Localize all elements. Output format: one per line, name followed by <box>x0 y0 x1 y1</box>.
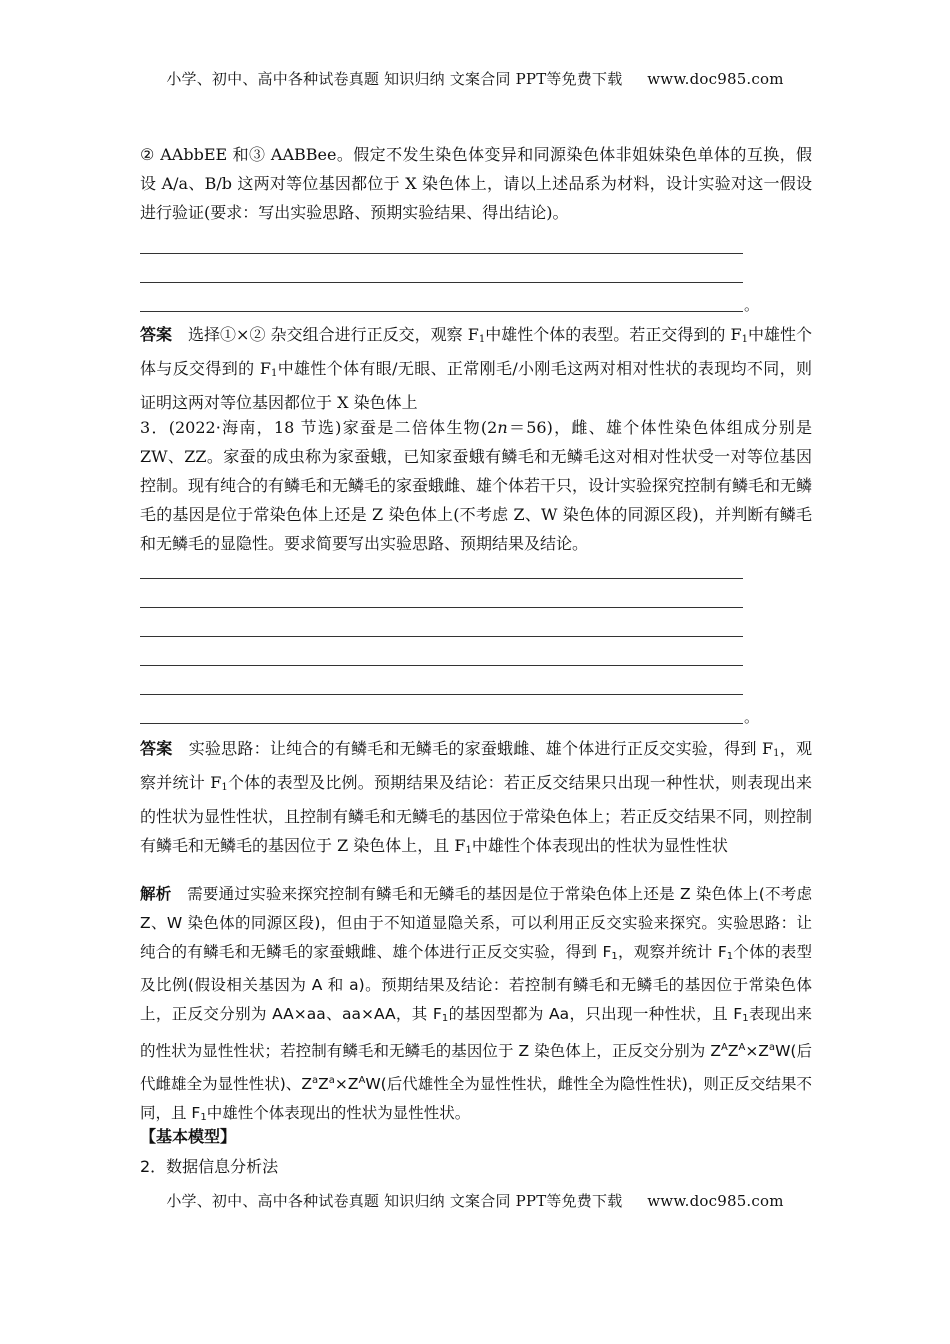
answer-line <box>140 607 743 608</box>
section-item: 2．数据信息分析法 <box>140 1157 279 1176</box>
answer-line <box>140 694 743 695</box>
end-mark: 。 <box>744 708 760 726</box>
q3-question-text: 3．(2022·海南，18 节选)家蚕是二倍体生物(2n＝56)，雌、雄个体性染色体组成分别是 ZW、ZZ。家蚕的成虫称为家蚕蛾，已知家蚕蛾有鳞毛和无鳞毛这对相对性状受一对等位基因控制。现有纯合的有鳞毛和无鳞毛的家蚕蛾雌、雄个体若干只，设计实验探究控制有鳞毛和无鳞毛的基因是位于常染色体上还是 Z 染色体上(不考虑 Z、W 染色体的同源区段)，并判断有鳞毛和无鳞毛的显隐性。要求简要写出实验思路、预期结果及结论。 <box>140 418 813 553</box>
analysis-label: 解析 <box>140 885 172 903</box>
answer-line <box>140 311 743 312</box>
q3-analysis: 解析 需要通过实验来探究控制有鳞毛和无鳞毛的基因是位于常染色体上还是 Z 染色体上(不考虑Z、W 染色体的同源区段)，但由于不知道显隐关系，可以利用正反交实验来探究。实验思路：让纯合的有鳞毛和无鳞毛的家蚕蛾雌、雄个体进行正反交实验，得到 $F_1$，观察并统计 $F_1$个体的表型及比例(假设相关基因为 A 和 a)。预期结果及结论：若控制有鳞毛和无鳞毛的基因位于常染色体上，正反交分别为 AA×aa、aa×AA，其 $F_1$的基因型都为 Aa，只出现一种性状，且 $F_1$表现出来的性状为显性性状；若控制有鳞毛和无鳞毛的基因位于 Z 染色体上，正反交分别为 $Z^AZ^A\times Z^aW$(后代雌雄全为显性性状)、$Z^aZ^a\times Z^AW$(后代雄性全为显性性状，雌性全为隐性性状)，则正反交结果不同，且 $F_1$中雄性个体表现出的性状为显性性状。 <box>140 885 813 1123</box>
answer-line <box>140 282 743 283</box>
page-header <box>0 68 950 89</box>
section-heading: 【基本模型】 <box>140 1127 237 1146</box>
answer-label: 答案 <box>140 739 173 758</box>
answer-line <box>140 253 743 254</box>
q3-answer: 答案 实验思路：让纯合的有鳞毛和无鳞毛的家蚕蛾雌、雄个体进行正反交实验，得到 $F_1$，观察并统计 $F_1$个体的表型及比例。预期结果及结论：若正反交结果只出现一种性状，则表现出来的性状为显性性状，且控制有鳞毛和无鳞毛的基因位于常染色体上；若正反交结果不同，则控制有鳞毛和无鳞毛的基因位于 Z 染色体上，且 $F_1$中雄性个体表现出的性状为显性性状 <box>140 739 813 856</box>
question-number: 3． <box>140 418 169 437</box>
page-footer <box>0 1190 950 1211</box>
header-site-text: 小学、初中、高中各种试卷真题 知识归纳 文案合同 PPT等免费下载 <box>166 70 623 88</box>
q2-answer: 答案 选择①×② 杂交组合进行正反交，观察 $F_1$中雄性个体的表型。若正交得到的 $F_1$中雄性个体与反交得到的 $F_1$中雄性个体有眼/无眼、正常刚毛/小刚毛这两对相对性状的表现均不同，则证明这两对等位基因都位于 X 染色体上 <box>140 325 812 412</box>
answer-label: 答案 <box>140 325 173 344</box>
answer-line <box>140 578 743 579</box>
end-mark: 。 <box>744 296 760 314</box>
q2-question-text: ② AAbbEE 和③ AABBee。假定不发生染色体变异和同源染色体非姐妹染色单体的互换，假设 A/a、B/b 这两对等位基因都位于 X 染色体上，请以上述品系为材料，设计实验对这一假设进行验证(要求：写出实验思路、预期实验结果、得出结论)。 <box>140 145 812 222</box>
answer-line <box>140 665 743 666</box>
footer-site-text: 小学、初中、高中各种试卷真题 知识归纳 文案合同 PPT等免费下载 <box>166 1192 623 1210</box>
header-url[interactable]: www.doc985.com <box>647 70 784 88</box>
answer-line <box>140 636 743 637</box>
answer-line <box>140 723 743 724</box>
footer-url[interactable]: www.doc985.com <box>647 1192 784 1210</box>
